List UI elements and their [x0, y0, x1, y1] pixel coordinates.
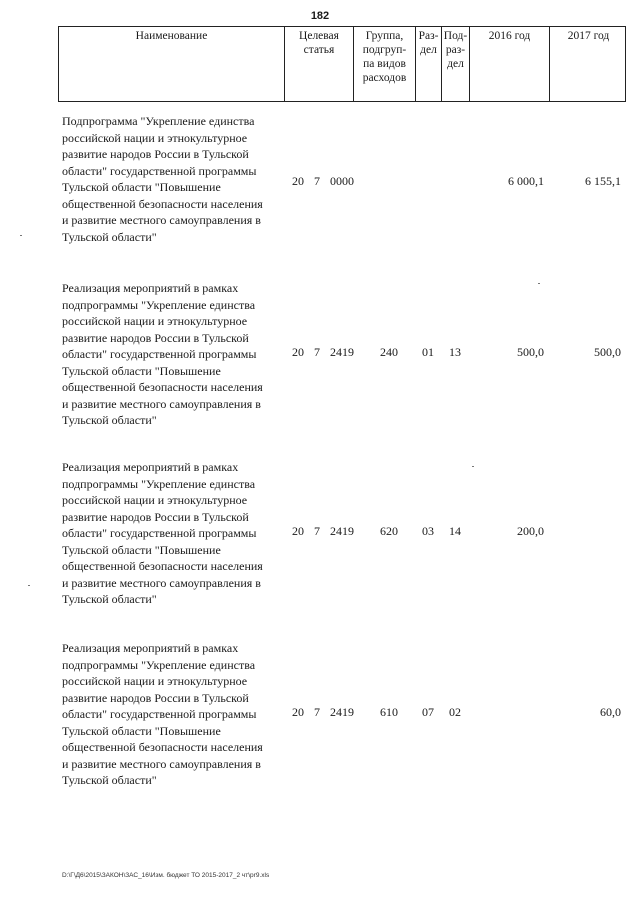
scan-speck: [538, 283, 540, 284]
value-2016: 500,0: [517, 345, 544, 359]
scan-speck: [20, 235, 22, 236]
header-year-2016: 2016 год: [469, 27, 549, 101]
value-2017: 6 155,1: [585, 174, 621, 188]
code-subprogram: 7: [314, 345, 320, 359]
value-2017: 500,0: [594, 345, 621, 359]
page-number: 182: [310, 10, 330, 22]
section: 07: [422, 705, 434, 719]
expense-group: 610: [380, 705, 398, 719]
table-row: [62, 640, 626, 790]
row-description: Реализация мероприятий в рамках подпрограммы "Укрепление единства российской нации и этнокультурное развитие народов России в Тульской области" государственной программы Тульской области "Повышение общественной безопасности населения и развитие местного самоуправления в Тульской области": [62, 281, 263, 427]
code-program: 20: [292, 524, 304, 538]
code-subprogram: 7: [314, 705, 320, 719]
value-2016: 200,0: [517, 524, 544, 538]
code-direction: 2419: [330, 345, 354, 359]
value-2017: 60,0: [600, 705, 621, 719]
header-subsection: Под- раз- дел: [441, 27, 469, 101]
header-target-article: Целевая статья: [284, 27, 353, 101]
code-direction: 2419: [330, 705, 354, 719]
section: 03: [422, 524, 434, 538]
row-description: Реализация мероприятий в рамках подпрограммы "Укрепление единства российской нации и этнокультурное развитие народов России в Тульской области" государственной программы Тульской области "Повышение общественной безопасности населения и развитие местного самоуправления в Тульской области": [62, 641, 263, 787]
expense-group: 240: [380, 345, 398, 359]
table-row: [62, 280, 626, 430]
code-program: 20: [292, 174, 304, 188]
expense-group: 620: [380, 524, 398, 538]
row-description: Подпрограмма "Укрепление единства российской нации и этнокультурное развитие народов России в Тульской области" государственной программы Тульской области "Повышение общественной безопасности населения и развитие местного самоуправления в Тульской области": [62, 114, 263, 244]
header-expense-group: Группа, подгруп- па видов расходов: [353, 27, 415, 101]
subsection: 02: [449, 705, 461, 719]
code-subprogram: 7: [314, 174, 320, 188]
subsection: 14: [449, 524, 461, 538]
code-program: 20: [292, 345, 304, 359]
code-program: 20: [292, 705, 304, 719]
value-2016: 6 000,1: [508, 174, 544, 188]
table-row: [62, 113, 626, 249]
scan-speck: [472, 466, 474, 467]
code-subprogram: 7: [314, 524, 320, 538]
header-section: Раз- дел: [415, 27, 441, 101]
code-direction: 2419: [330, 524, 354, 538]
scan-speck: [28, 585, 30, 586]
header-year-2017: 2017 год: [549, 27, 627, 101]
subsection: 13: [449, 345, 461, 359]
row-description: Реализация мероприятий в рамках подпрограммы "Укрепление единства российской нации и этнокультурное развитие народов России в Тульской области" государственной программы Тульской области "Повышение общественной безопасности населения и развитие местного самоуправления в Тульской области": [62, 460, 263, 606]
section: 01: [422, 345, 434, 359]
footer-file-path: D:\Г\Д6\2015\ЗАКОН\ЗАС_16\Изм. бюджет ТО 2015-2017_2 чт\pr9.xls: [62, 872, 270, 879]
header-name: Наименование: [135, 30, 208, 42]
code-direction: 0000: [330, 174, 354, 188]
table-row: [62, 459, 626, 609]
table-header: [58, 26, 626, 102]
